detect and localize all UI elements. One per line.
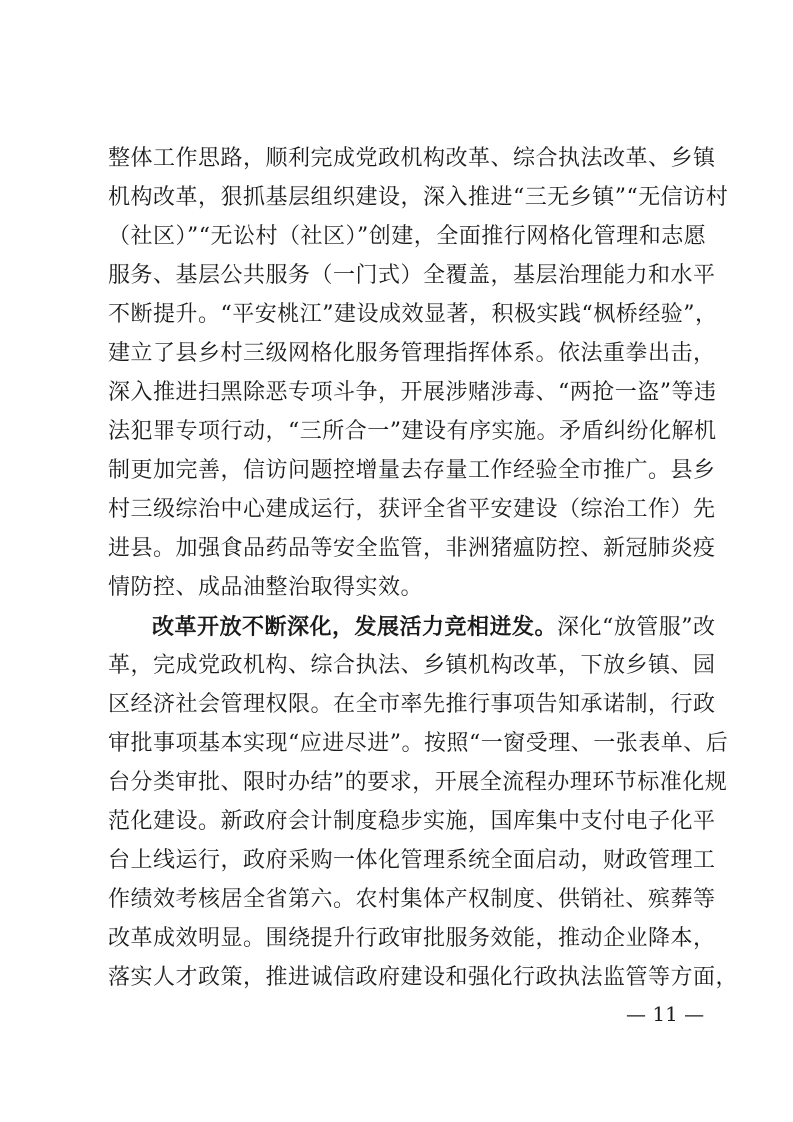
- paragraph-line: 台上线运行，政府采购一体化管理系统全面启动，财政管理工: [108, 848, 716, 873]
- paragraph-line: 作绩效考核居全省第六。农村集体产权制度、供销社、殡葬等: [108, 887, 716, 912]
- page-number: — 11 —: [626, 1002, 705, 1026]
- paragraph-line: 法犯罪专项行动，“三所合一”建设有序实施。矛盾纠纷化解机: [108, 419, 717, 444]
- paragraph-line: 整体工作思路，顺利完成党政机构改革、综合执法改革、乡镇: [108, 146, 716, 171]
- paragraph-line: 落实人才政策，推进诚信政府建设和强化行政执法监管等方面，: [108, 965, 739, 990]
- paragraph-line: 情防控、成品油整治取得实效。: [108, 575, 424, 600]
- paragraph-line: 不断提升。“平安桃江”建设成效显著，积极实践“枫桥经验”，: [108, 302, 718, 327]
- paragraph-line: 服务、基层公共服务（一门式）全覆盖，基层治理能力和水平: [108, 263, 716, 288]
- paragraph-line: 区经济社会管理权限。在全市率先推行事项告知承诺制，行政: [108, 692, 716, 717]
- paragraph-line: （社区）”“无讼村（社区）”创建，全面推行网格化管理和志愿: [108, 224, 707, 249]
- paragraph-line: 制更加完善，信访问题控增量去存量工作经验全市推广。县乡: [108, 458, 716, 483]
- paragraph-line: 台分类审批、限时办结”的要求，开展全流程办理环节标准化规: [108, 770, 728, 795]
- paragraph-heading: 改革开放不断深化，发展活力竞相迸发。: [152, 614, 558, 640]
- paragraph-line: 改革成效明显。围绕提升行政审批服务效能，推动企业降本，: [108, 926, 716, 951]
- paragraph-line: 革，完成党政机构、综合执法、乡镇机构改革，下放乡镇、园: [108, 653, 716, 678]
- paragraph-line: 审批事项基本实现“应进尽进”。按照“一窗受理、一张表单、后: [108, 731, 729, 756]
- paragraph-line: 进县。加强食品药品等安全监管，非洲猪瘟防控、新冠肺炎疫: [108, 536, 716, 561]
- paragraph-line-rest: 深化“放管服”改: [557, 615, 716, 640]
- paragraph-line: 范化建设。新政府会计制度稳步实施，国库集中支付电子化平: [108, 809, 716, 834]
- paragraph-line: 建立了县乡村三级网格化服务管理指挥体系。依法重拳出击，: [108, 341, 716, 366]
- paragraph-first-line: [152, 610, 716, 644]
- paragraph-line: 村三级综治中心建成运行，获评全省平安建设（综治工作）先: [108, 497, 716, 522]
- paragraph-line: 深入推进扫黑除恶专项斗争，开展涉赌涉毒、“两抢一盗”等违: [108, 380, 717, 405]
- paragraph-line: 机构改革，狠抓基层组织建设，深入推进“三无乡镇”“无信访村: [108, 185, 729, 210]
